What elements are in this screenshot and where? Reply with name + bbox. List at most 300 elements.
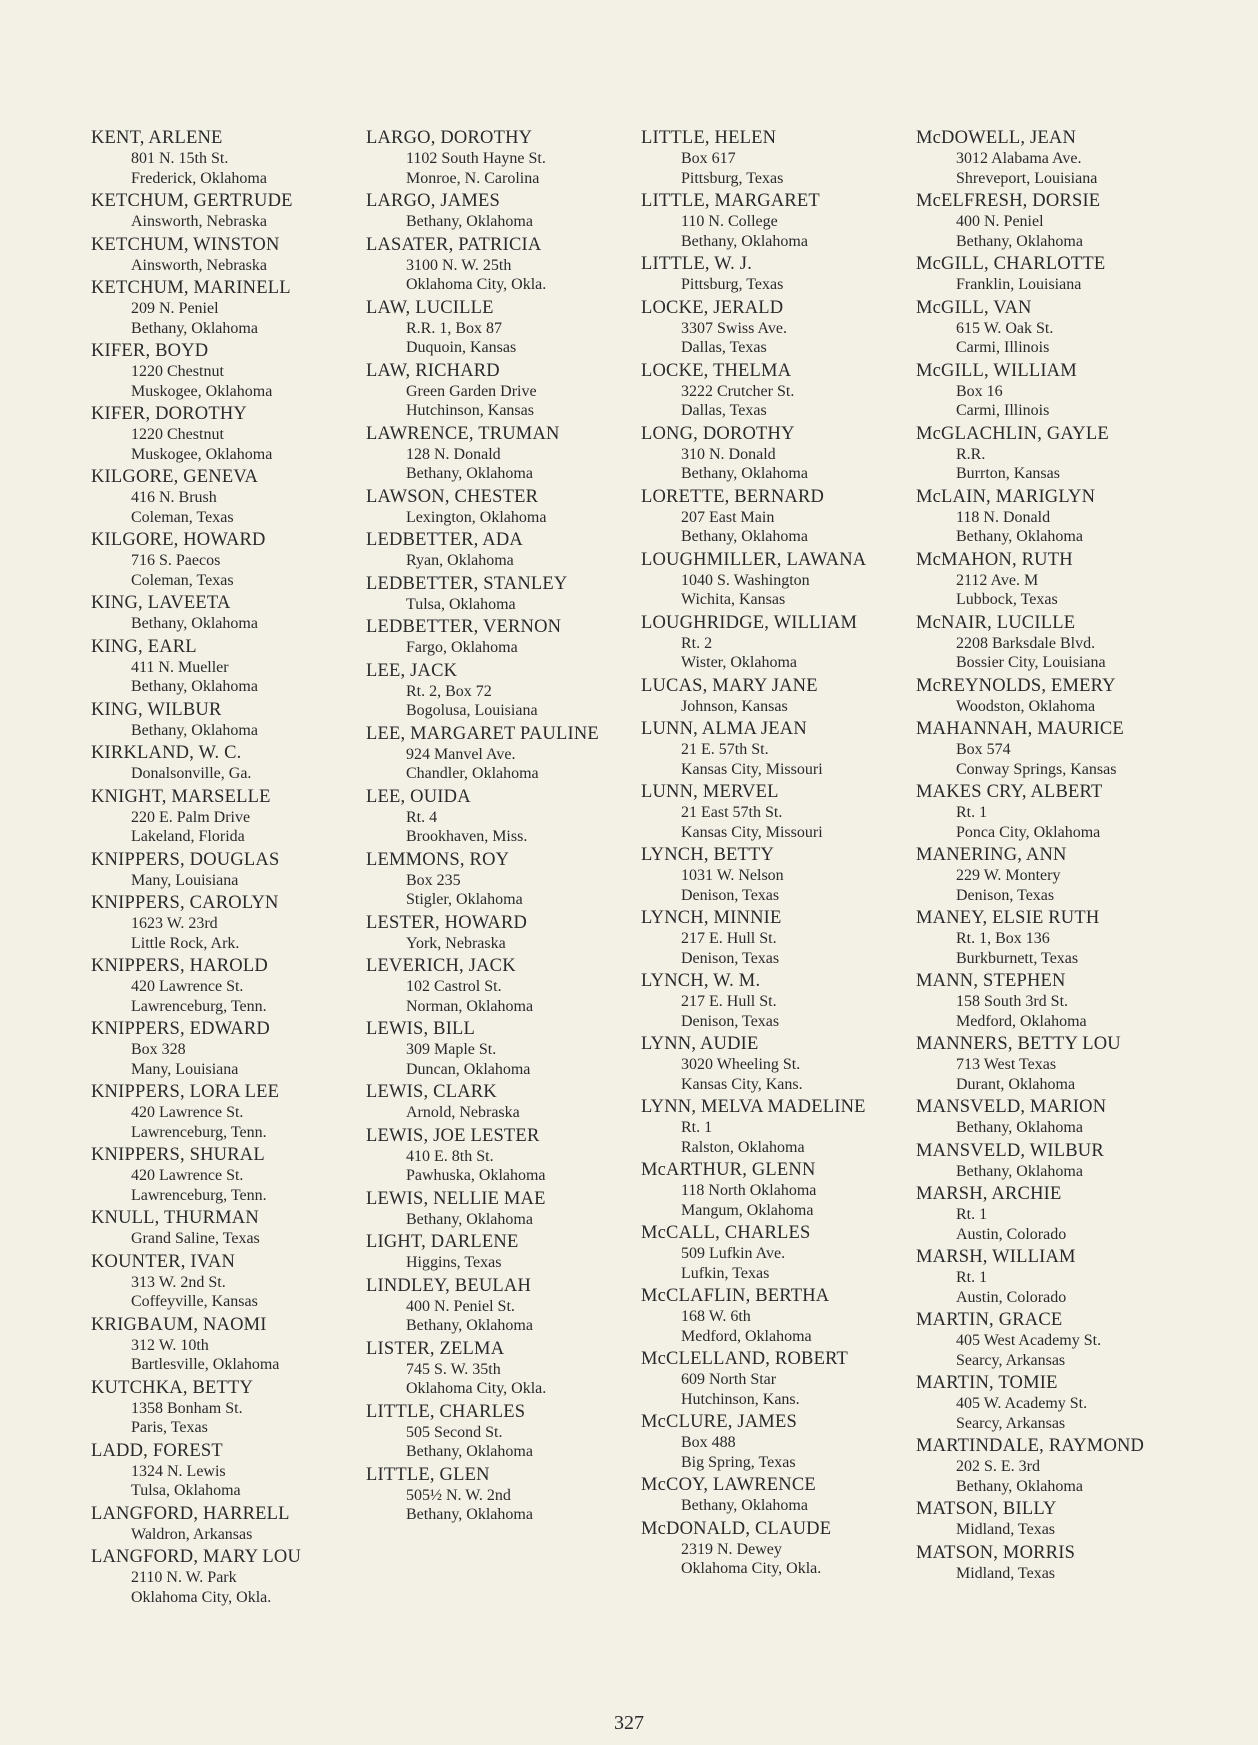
directory-entry xyxy=(366,1232,599,1273)
directory-entry xyxy=(641,550,866,610)
directory-entry xyxy=(916,191,1144,251)
entry-name: KNIPPERS, SHURAL xyxy=(91,1145,265,1165)
entry-address-line: Midland, Texas xyxy=(956,1521,1056,1538)
directory-entry xyxy=(916,487,1144,547)
entry-address-line: Rt. 1 xyxy=(681,1119,713,1136)
entry-name: LEDBETTER, STANLEY xyxy=(366,573,568,594)
directory-entry xyxy=(91,1315,301,1375)
entry-name: KING, WILBUR xyxy=(91,699,222,720)
directory-entry xyxy=(366,850,599,910)
entry-address-line: Coffeyville, Kansas xyxy=(131,1293,258,1310)
entry-address-line: 217 E. Hull St. xyxy=(681,930,777,947)
entry-address-line: 209 N. Peniel xyxy=(131,300,219,317)
entry-name: MARSH, WILLIAM xyxy=(916,1247,1076,1267)
entry-address-line: Ponca City, Oklahoma xyxy=(956,823,1101,841)
directory-entry xyxy=(641,1475,866,1516)
directory-entry xyxy=(91,235,301,276)
directory-entry xyxy=(366,298,599,358)
directory-entry xyxy=(366,617,599,658)
entry-address-line: Franklin, Louisiana xyxy=(956,276,1082,293)
directory-entry xyxy=(366,530,599,571)
entry-name: LEE, OUIDA xyxy=(366,786,471,807)
directory-entry xyxy=(366,787,599,847)
entry-address-line: Denison, Texas xyxy=(681,949,780,967)
entry-name: McDONALD, CLAUDE xyxy=(641,1518,832,1539)
entry-address-line: Bethany, Oklahoma xyxy=(406,1317,533,1334)
entry-address-line: Durant, Oklahoma xyxy=(956,1075,1076,1093)
directory-entry xyxy=(91,893,301,953)
entry-address-line: 1040 S. Washington xyxy=(681,571,810,589)
entry-address-line: Bethany, Oklahoma xyxy=(406,1443,533,1460)
entry-address-line: 420 Lawrence St. xyxy=(131,978,244,995)
entry-name: KETCHUM, WINSTON xyxy=(91,234,280,255)
entry-address-line: Muskogee, Oklahoma xyxy=(131,445,273,463)
entry-name: KNIPPERS, CAROLYN xyxy=(91,893,279,913)
entry-address-line: Kansas City, Missouri xyxy=(681,760,823,778)
directory-entry xyxy=(916,1097,1144,1138)
entry-address-line: 110 N. College xyxy=(681,213,778,230)
entry-address-line: Austin, Colorado xyxy=(956,1225,1067,1243)
entry-name: LEDBETTER, ADA xyxy=(366,530,523,550)
directory-entry xyxy=(91,1378,301,1438)
entry-address-line: 3100 N. W. 25th xyxy=(406,256,512,274)
entry-address-line: Kansas City, Missouri xyxy=(681,823,823,841)
directory-entry xyxy=(916,845,1144,905)
entry-name: KNIGHT, MARSELLE xyxy=(91,786,271,807)
entry-address-line: 313 W. 2nd St. xyxy=(131,1273,226,1291)
entry-address-line: Wister, Oklahoma xyxy=(681,654,798,671)
directory-entry xyxy=(641,298,866,358)
entry-name: McGLACHLIN, GAYLE xyxy=(916,423,1109,444)
entry-name: KETCHUM, MARINELL xyxy=(91,278,291,298)
directory-entry xyxy=(91,191,301,232)
entry-name: LADD, FOREST xyxy=(91,1440,223,1461)
entry-address-line: Mangum, Oklahoma xyxy=(681,1201,814,1219)
directory-entry xyxy=(366,1189,599,1230)
directory-entry xyxy=(916,971,1144,1031)
entry-address-line: Rt. 2, Box 72 xyxy=(406,682,492,700)
entry-name: KILGORE, GENEVA xyxy=(91,467,259,487)
entry-name: LEWIS, NELLIE MAE xyxy=(366,1188,546,1209)
entry-address-line: 21 E. 57th St. xyxy=(681,741,769,758)
entry-address-line: Bethany, Oklahoma xyxy=(406,1210,533,1228)
entry-address-line: Bethany, Oklahoma xyxy=(131,615,258,632)
directory-entry xyxy=(91,637,301,697)
entry-address-line: 310 N. Donald xyxy=(681,445,776,463)
entry-address-line: Pittsburg, Texas xyxy=(681,169,784,187)
entry-address-line: Ainsworth, Nebraska xyxy=(131,213,267,230)
entry-name: MARTINDALE, RAYMOND xyxy=(916,1436,1145,1456)
page-number: 327 xyxy=(614,1712,644,1734)
entry-address-line: Bethany, Oklahoma xyxy=(681,1497,808,1514)
directory-entry xyxy=(91,700,301,741)
entry-address-line: 2319 N. Dewey xyxy=(681,1540,782,1558)
entry-name: KETCHUM, GERTRUDE xyxy=(91,191,293,211)
directory-entry xyxy=(91,956,301,1016)
directory-entry xyxy=(91,850,301,891)
entry-name: KIRKLAND, W. C. xyxy=(91,743,242,763)
entry-address-line: Donalsonville, Ga. xyxy=(131,765,252,782)
directory-entry xyxy=(91,593,301,634)
entry-address-line: Lakeland, Florida xyxy=(131,828,245,845)
entry-address-line: Rt. 1 xyxy=(956,804,988,821)
entry-address-line: Tulsa, Oklahoma xyxy=(406,595,516,613)
entry-address-line: Ryan, Oklahoma xyxy=(406,552,514,569)
entry-address-line: 509 Lufkin Ave. xyxy=(681,1245,786,1262)
entry-name: KUTCHKA, BETTY xyxy=(91,1377,254,1398)
directory-entry xyxy=(91,1145,301,1205)
directory-entry xyxy=(366,1402,599,1462)
entry-address-line: Fargo, Oklahoma xyxy=(406,639,518,656)
entry-address-line: Bethany, Oklahoma xyxy=(956,1119,1083,1136)
directory-entry xyxy=(366,574,599,615)
entry-address-line: Coleman, Texas xyxy=(131,571,234,589)
entry-address-line: Bossier City, Louisiana xyxy=(956,654,1106,671)
entry-address-line: 400 N. Peniel St. xyxy=(406,1297,515,1315)
entry-address-line: Oklahoma City, Okla. xyxy=(406,1380,547,1397)
entry-address-line: 312 W. 10th xyxy=(131,1336,209,1354)
entry-address-line: 3012 Alabama Ave. xyxy=(956,150,1082,167)
entry-address-line: Duncan, Oklahoma xyxy=(406,1060,531,1078)
directory-entry xyxy=(641,1034,866,1094)
entry-address-line: Bethany, Oklahoma xyxy=(956,1162,1083,1180)
entry-address-line: 416 N. Brush xyxy=(131,489,217,506)
entry-name: LYNCH, W. M. xyxy=(641,971,761,991)
entry-address-line: 3222 Crutcher St. xyxy=(681,382,795,400)
entry-address-line: Conway Springs, Kansas xyxy=(956,760,1117,778)
entry-address-line: 1031 W. Nelson xyxy=(681,867,784,884)
entry-name: LYNN, MELVA MADELINE xyxy=(641,1097,866,1117)
directory-entry xyxy=(366,1126,599,1186)
entry-address-line: 924 Manvel Ave. xyxy=(406,745,516,763)
entry-address-line: 1220 Chestnut xyxy=(131,426,224,443)
directory-entry xyxy=(916,254,1144,295)
entry-name: McCOY, LAWRENCE xyxy=(641,1475,816,1495)
directory-entry xyxy=(641,1286,866,1346)
directory-entry xyxy=(366,235,599,295)
entry-name: LAWRENCE, TRUMAN xyxy=(366,423,560,444)
directory-entry xyxy=(641,1160,866,1220)
entry-name: MANN, STEPHEN xyxy=(916,971,1066,991)
entry-address-line: Denison, Texas xyxy=(956,886,1055,904)
directory-entry xyxy=(366,724,599,784)
directory-entry xyxy=(641,676,866,717)
entry-address-line: 217 E. Hull St. xyxy=(681,993,777,1010)
entry-address-line: R.R. 1, Box 87 xyxy=(406,319,503,337)
entry-address-line: Searcy, Arkansas xyxy=(956,1414,1066,1432)
entry-name: McREYNOLDS, EMERY xyxy=(916,675,1116,696)
directory-entry xyxy=(366,487,599,528)
directory-entry xyxy=(366,661,599,721)
entry-address-line: Many, Louisiana xyxy=(131,1060,239,1078)
entry-name: LOCKE, THELMA xyxy=(641,360,792,381)
entry-address-line: 1220 Chestnut xyxy=(131,363,224,380)
entry-name: KNIPPERS, EDWARD xyxy=(91,1019,270,1039)
directory-entry xyxy=(91,1082,301,1142)
entry-address-line: 420 Lawrence St. xyxy=(131,1167,244,1184)
entry-address-line: Oklahoma City, Okla. xyxy=(406,276,547,293)
entry-address-line: 207 East Main xyxy=(681,508,775,526)
entry-name: KING, LAVEETA xyxy=(91,593,231,613)
directory-entry xyxy=(366,913,599,954)
entry-name: LITTLE, MARGARET xyxy=(641,191,820,211)
entry-address-line: Johnson, Kansas xyxy=(681,697,788,715)
directory-entry xyxy=(91,1019,301,1079)
entry-address-line: 229 W. Montery xyxy=(956,867,1061,884)
entry-name: McGILL, CHARLOTTE xyxy=(916,254,1106,274)
directory-entry xyxy=(366,361,599,421)
entry-address-line: 2208 Barksdale Blvd. xyxy=(956,634,1096,652)
directory-column-2 xyxy=(366,128,599,1528)
entry-name: LAW, LUCILLE xyxy=(366,297,494,318)
entry-address-line: 609 North Star xyxy=(681,1371,777,1388)
entry-name: LYNCH, MINNIE xyxy=(641,908,782,928)
entry-name: KNIPPERS, HAROLD xyxy=(91,956,268,976)
entry-address-line: York, Nebraska xyxy=(406,934,506,952)
directory-entry xyxy=(916,128,1144,188)
entry-address-line: 801 N. 15th St. xyxy=(131,150,229,167)
directory-entry xyxy=(916,1373,1144,1433)
directory-entry xyxy=(641,1097,866,1157)
entry-address-line: Muskogee, Oklahoma xyxy=(131,382,273,400)
entry-name: LEE, MARGARET PAULINE xyxy=(366,723,599,744)
directory-entry xyxy=(916,1543,1144,1584)
entry-address-line: Hutchinson, Kansas xyxy=(406,402,534,419)
entry-address-line: 168 W. 6th xyxy=(681,1308,751,1325)
entry-address-line: 2110 N. W. Park xyxy=(131,1569,237,1586)
entry-name: McLAIN, MARIGLYN xyxy=(916,486,1096,507)
entry-address-line: Denison, Texas xyxy=(681,1012,780,1030)
entry-address-line: 1623 W. 23rd xyxy=(131,915,218,932)
directory-entry xyxy=(641,971,866,1031)
entry-address-line: Oklahoma City, Okla. xyxy=(681,1560,822,1577)
directory-entry xyxy=(366,424,599,484)
directory-entry xyxy=(916,1436,1144,1496)
entry-name: LESTER, HOWARD xyxy=(366,912,528,933)
entry-address-line: Bogolusa, Louisiana xyxy=(406,702,538,719)
entry-address-line: 1324 N. Lewis xyxy=(131,1462,226,1480)
entry-name: LAW, RICHARD xyxy=(366,360,500,381)
entry-address-line: Dallas, Texas xyxy=(681,339,767,356)
entry-name: MAKES CRY, ALBERT xyxy=(916,782,1103,802)
directory-entry xyxy=(91,404,301,464)
entry-address-line: Bethany, Oklahoma xyxy=(406,213,533,230)
entry-name: LUNN, ALMA JEAN xyxy=(641,719,807,739)
entry-address-line: Chandler, Oklahoma xyxy=(406,765,539,782)
entry-name: MANERING, ANN xyxy=(916,845,1067,865)
entry-address-line: 128 N. Donald xyxy=(406,445,501,463)
entry-address-line: Coleman, Texas xyxy=(131,508,234,526)
directory-entry xyxy=(641,1412,866,1472)
directory-entry xyxy=(641,424,866,484)
directory-entry xyxy=(641,782,866,842)
entry-address-line: Many, Louisiana xyxy=(131,871,239,889)
entry-address-line: Bethany, Oklahoma xyxy=(131,319,258,337)
entry-address-line: Ainsworth, Nebraska xyxy=(131,256,267,274)
entry-address-line: 420 Lawrence St. xyxy=(131,1104,244,1121)
entry-address-line: Box 328 xyxy=(131,1041,186,1058)
entry-address-line: Pawhuska, Oklahoma xyxy=(406,1167,546,1184)
entry-address-line: Paris, Texas xyxy=(131,1419,208,1436)
entry-address-line: Box 235 xyxy=(406,871,461,889)
directory-entry xyxy=(366,956,599,1016)
entry-address-line: Little Rock, Ark. xyxy=(131,934,240,952)
entry-name: McCLAFLIN, BERTHA xyxy=(641,1286,830,1306)
entry-name: MANNERS, BETTY LOU xyxy=(916,1034,1121,1054)
entry-name: KNIPPERS, DOUGLAS xyxy=(91,849,280,870)
entry-name: MAHANNAH, MAURICE xyxy=(916,719,1124,739)
entry-name: LEMMONS, ROY xyxy=(366,849,510,870)
entry-name: LASATER, PATRICIA xyxy=(366,234,542,255)
entry-name: MANEY, ELSIE RUTH xyxy=(916,908,1100,928)
entry-address-line: Denison, Texas xyxy=(681,886,780,904)
entry-address-line: Wichita, Kansas xyxy=(681,591,786,608)
entry-address-line: Frederick, Oklahoma xyxy=(131,169,267,187)
entry-address-line: Arnold, Nebraska xyxy=(406,1104,520,1121)
directory-entry xyxy=(91,743,301,784)
entry-name: MANSVELD, WILBUR xyxy=(916,1140,1104,1161)
directory-entry xyxy=(641,128,866,188)
directory-entry xyxy=(91,467,301,527)
entry-name: LEVERICH, JACK xyxy=(366,956,516,976)
entry-address-line: 21 East 57th St. xyxy=(681,804,783,821)
entry-name: McARTHUR, GLENN xyxy=(641,1160,816,1180)
entry-name: MARTIN, GRACE xyxy=(916,1310,1063,1330)
entry-address-line: 1102 South Hayne St. xyxy=(406,150,546,167)
entry-address-line: Rt. 2 xyxy=(681,634,713,652)
entry-address-line: Shreveport, Louisiana xyxy=(956,169,1098,187)
entry-name: LOUGHRIDGE, WILLIAM xyxy=(641,612,858,633)
entry-address-line: Box 617 xyxy=(681,150,736,167)
entry-address-line: R.R. xyxy=(956,445,986,463)
directory-entry xyxy=(366,1339,599,1399)
entry-name: LOUGHMILLER, LAWANA xyxy=(641,549,867,570)
entry-name: KNULL, THURMAN xyxy=(91,1208,259,1228)
entry-address-line: Austin, Colorado xyxy=(956,1288,1067,1306)
directory-entry xyxy=(91,1208,301,1249)
entry-address-line: Bethany, Oklahoma xyxy=(406,465,533,482)
directory-entry xyxy=(91,278,301,338)
entry-name: LEWIS, JOE LESTER xyxy=(366,1125,540,1146)
entry-name: KENT, ARLENE xyxy=(91,128,223,148)
directory-entry xyxy=(916,361,1144,421)
entry-name: MATSON, BILLY xyxy=(916,1499,1057,1519)
entry-address-line: Bethany, Oklahoma xyxy=(956,528,1083,545)
entry-address-line: 202 S. E. 3rd xyxy=(956,1458,1040,1475)
entry-name: LEWIS, CLARK xyxy=(366,1082,497,1102)
entry-address-line: Kansas City, Kans. xyxy=(681,1075,803,1093)
entry-name: LANGFORD, MARY LOU xyxy=(91,1547,302,1567)
entry-name: MATSON, MORRIS xyxy=(916,1542,1076,1563)
entry-address-line: Norman, Oklahoma xyxy=(406,997,534,1015)
entry-address-line: Rt. 1 xyxy=(956,1206,988,1223)
entry-name: McGILL, VAN xyxy=(916,297,1032,318)
entry-name: McCALL, CHARLES xyxy=(641,1223,811,1243)
entry-name: KIFER, DOROTHY xyxy=(91,404,247,424)
entry-address-line: Bartlesville, Oklahoma xyxy=(131,1356,280,1373)
entry-name: LIGHT, DARLENE xyxy=(366,1232,519,1252)
entry-address-line: 118 N. Donald xyxy=(956,508,1051,526)
directory-entry xyxy=(366,191,599,232)
entry-address-line: Higgins, Texas xyxy=(406,1254,502,1271)
entry-address-line: 309 Maple St. xyxy=(406,1041,497,1058)
entry-address-line: 405 West Academy St. xyxy=(956,1332,1102,1349)
directory-entry xyxy=(916,1184,1144,1244)
entry-address-line: Bethany, Oklahoma xyxy=(681,528,808,545)
entry-address-line: Big Spring, Texas xyxy=(681,1453,796,1471)
entry-address-line: Stigler, Oklahoma xyxy=(406,891,523,908)
directory-column-1 xyxy=(91,128,301,1610)
entry-address-line: 400 N. Peniel xyxy=(956,213,1044,230)
entry-address-line: 411 N. Mueller xyxy=(131,658,229,676)
entry-address-line: Bethany, Oklahoma xyxy=(131,678,258,695)
entry-address-line: Lufkin, Texas xyxy=(681,1264,770,1282)
directory-entry xyxy=(916,1247,1144,1307)
entry-address-line: 1358 Bonham St. xyxy=(131,1399,243,1417)
directory-entry xyxy=(366,1465,599,1525)
directory-entry xyxy=(916,1034,1144,1094)
directory-entry xyxy=(91,1252,301,1312)
entry-name: McCLELLAND, ROBERT xyxy=(641,1349,849,1369)
entry-address-line: Duquoin, Kansas xyxy=(406,339,517,356)
entry-address-line: Pittsburg, Texas xyxy=(681,276,784,293)
directory-entry xyxy=(91,341,301,401)
entry-name: LARGO, JAMES xyxy=(366,191,500,211)
directory-entry xyxy=(91,1547,301,1607)
entry-address-line: Grand Saline, Texas xyxy=(131,1230,260,1247)
directory-entry xyxy=(916,676,1144,717)
entry-address-line: Lawrenceburg, Tenn. xyxy=(131,1186,267,1204)
entry-address-line: Box 574 xyxy=(956,741,1011,758)
entry-name: LANGFORD, HARRELL xyxy=(91,1503,290,1524)
entry-address-line: 615 W. Oak St. xyxy=(956,319,1054,337)
directory-entry xyxy=(916,1310,1144,1370)
entry-address-line: Bethany, Oklahoma xyxy=(681,465,808,482)
entry-address-line: Rt. 1 xyxy=(956,1269,988,1286)
entry-address-line: Box 16 xyxy=(956,382,1003,400)
entry-address-line: 716 S. Paecos xyxy=(131,552,221,569)
entry-address-line: Green Garden Drive xyxy=(406,382,537,400)
entry-address-line: Bethany, Oklahoma xyxy=(956,1477,1083,1495)
entry-address-line: Bethany, Oklahoma xyxy=(956,232,1083,250)
entry-address-line: Carmi, Illinois xyxy=(956,339,1050,356)
entry-name: MARTIN, TOMIE xyxy=(916,1373,1058,1393)
directory-entry xyxy=(91,1441,301,1501)
entry-name: LITTLE, W. J. xyxy=(641,254,753,274)
entry-name: LUCAS, MARY JANE xyxy=(641,675,818,696)
entry-name: LYNCH, BETTY xyxy=(641,845,775,865)
entry-address-line: Lawrenceburg, Tenn. xyxy=(131,997,267,1015)
entry-name: McNAIR, LUCILLE xyxy=(916,612,1076,633)
entry-address-line: 713 West Texas xyxy=(956,1056,1057,1073)
directory-entry xyxy=(366,128,599,188)
entry-address-line: Hutchinson, Kans. xyxy=(681,1390,800,1408)
directory-entry xyxy=(641,361,866,421)
entry-address-line: Lexington, Oklahoma xyxy=(406,508,547,526)
entry-address-line: Oklahoma City, Okla. xyxy=(131,1588,272,1606)
entry-name: LORETTE, BERNARD xyxy=(641,486,825,507)
entry-name: LISTER, ZELMA xyxy=(366,1338,505,1359)
directory-entry xyxy=(641,487,866,547)
directory-entry xyxy=(641,613,866,673)
entry-name: KIFER, BOYD xyxy=(91,341,209,361)
entry-address-line: Carmi, Illinois xyxy=(956,402,1050,419)
directory-entry xyxy=(641,1519,866,1579)
entry-name: LUNN, MERVEL xyxy=(641,782,779,802)
directory-entry xyxy=(641,1349,866,1409)
entry-name: McDOWELL, JEAN xyxy=(916,128,1077,148)
entry-address-line: 505½ N. W. 2nd xyxy=(406,1486,511,1504)
